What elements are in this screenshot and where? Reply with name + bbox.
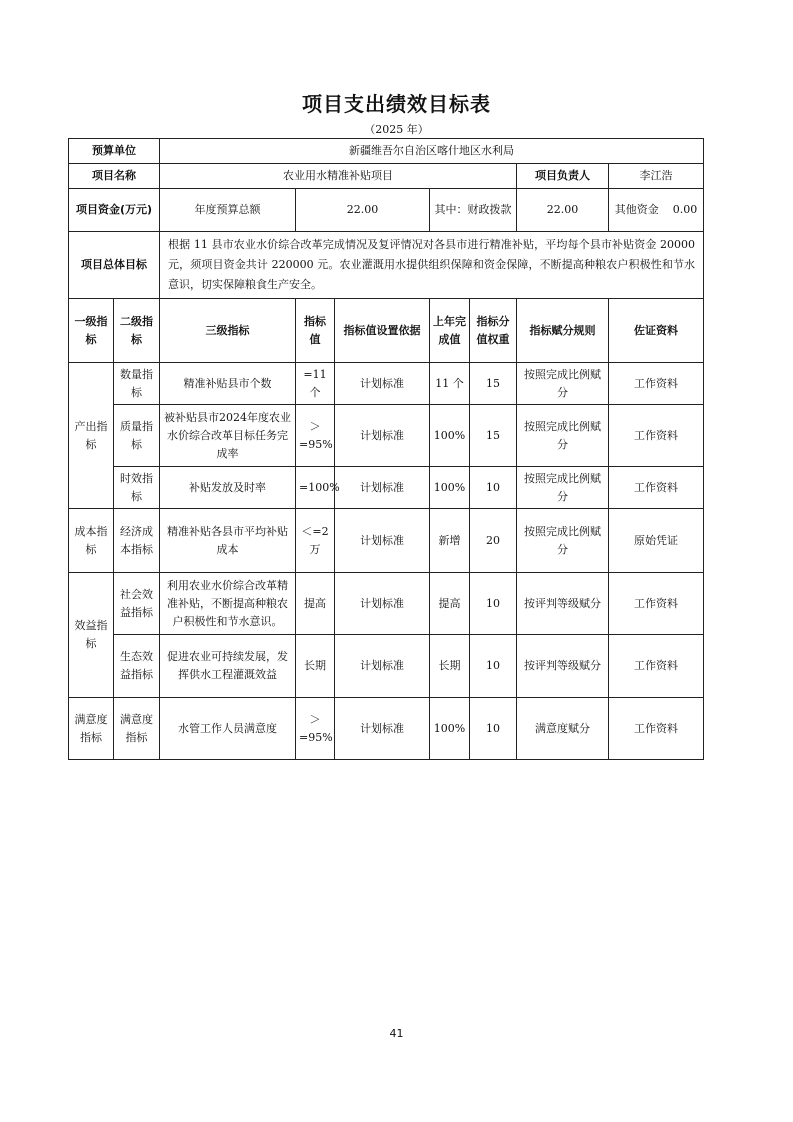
- level3-cell: 促进农业可持续发展，发挥供水工程灌溉效益: [160, 635, 296, 698]
- leader-label: 项目负责人: [517, 164, 609, 189]
- basis-cell: 计划标准: [335, 363, 430, 405]
- evidence-cell: 工作资料: [609, 698, 704, 760]
- rule-cell: 按照完成比例赋分: [517, 363, 609, 405]
- level3-cell: 水管工作人员满意度: [160, 698, 296, 760]
- value-cell: ＞=95%: [296, 698, 335, 760]
- weight-cell: 15: [470, 363, 517, 405]
- header-level2: 二级指标: [114, 299, 160, 363]
- level3-cell: 利用农业水价综合改革精准补贴，不断提高种粮农户积极性和节水意识。: [160, 573, 296, 635]
- level2-cell: 时效指标: [114, 467, 160, 509]
- header-basis: 指标值设置依据: [335, 299, 430, 363]
- value-cell: ＞=95%: [296, 405, 335, 467]
- header-weight: 指标分值权重: [470, 299, 517, 363]
- annual-budget-value: 22.00: [296, 189, 430, 232]
- weight-cell: 10: [470, 467, 517, 509]
- weight-cell: 10: [470, 573, 517, 635]
- header-value: 指标值: [296, 299, 335, 363]
- basis-cell: 计划标准: [335, 509, 430, 573]
- basis-cell: 计划标准: [335, 405, 430, 467]
- basis-cell: 计划标准: [335, 467, 430, 509]
- value-cell: 提高: [296, 573, 335, 635]
- table-row: [69, 573, 704, 635]
- unit-value: 新疆维吾尔自治区喀什地区水利局: [160, 139, 704, 164]
- header-evidence: 佐证资料: [609, 299, 704, 363]
- project-name-label: 项目名称: [69, 164, 160, 189]
- other-value: 0.00: [672, 203, 698, 216]
- project-name-value: 农业用水精准补贴项目: [160, 164, 517, 189]
- rule-cell: 按评判等级赋分: [517, 635, 609, 698]
- value-cell: ＜=2 万: [296, 509, 335, 573]
- level2-cell: 生态效益指标: [114, 635, 160, 698]
- last-year-cell: 11 个: [430, 363, 470, 405]
- value-cell: 长期: [296, 635, 335, 698]
- last-year-cell: 100%: [430, 698, 470, 760]
- last-year-cell: 提高: [430, 573, 470, 635]
- basis-cell: 计划标准: [335, 698, 430, 760]
- leader-value: 李江浩: [609, 164, 704, 189]
- level2-cell: 质量指标: [114, 405, 160, 467]
- level1-cell: 成本指标: [69, 509, 114, 573]
- level1-cell: 效益指标: [69, 573, 114, 698]
- last-year-cell: 长期: [430, 635, 470, 698]
- performance-table: [68, 138, 704, 760]
- level3-cell: 补贴发放及时率: [160, 467, 296, 509]
- rule-cell: 按照完成比例赋分: [517, 405, 609, 467]
- weight-cell: 15: [470, 405, 517, 467]
- level2-cell: 数量指标: [114, 363, 160, 405]
- header-rule: 指标赋分规则: [517, 299, 609, 363]
- weight-cell: 20: [470, 509, 517, 573]
- header-level1: 一级指标: [69, 299, 114, 363]
- last-year-cell: 新增: [430, 509, 470, 573]
- weight-cell: 10: [470, 698, 517, 760]
- level1-cell: 产出指标: [69, 363, 114, 509]
- level3-cell: 被补贴县市2024年度农业水价综合改革目标任务完成率: [160, 405, 296, 467]
- level2-cell: 满意度指标: [114, 698, 160, 760]
- value-cell: =100%: [296, 467, 335, 509]
- page-number: 41: [389, 1027, 404, 1040]
- evidence-cell: 原始凭证: [609, 509, 704, 573]
- basis-cell: 计划标准: [335, 573, 430, 635]
- table-row: [69, 698, 704, 760]
- header-last-year: 上年完成值: [430, 299, 470, 363]
- level2-cell: 社会效益指标: [114, 573, 160, 635]
- rule-cell: 满意度赋分: [517, 698, 609, 760]
- level3-cell: 精准补贴各县市平均补贴成本: [160, 509, 296, 573]
- header-level3: 三级指标: [160, 299, 296, 363]
- fiscal-value: 22.00: [517, 189, 609, 232]
- level3-cell: 精准补贴县市个数: [160, 363, 296, 405]
- last-year-cell: 100%: [430, 405, 470, 467]
- table-row: [69, 635, 704, 698]
- fiscal-label: 其中：财政拨款: [430, 189, 517, 232]
- unit-label: 预算单位: [69, 139, 160, 164]
- rule-cell: 按照完成比例赋分: [517, 467, 609, 509]
- evidence-cell: 工作资料: [609, 467, 704, 509]
- table-row: [69, 509, 704, 573]
- rule-cell: 按评判等级赋分: [517, 573, 609, 635]
- table-row: [69, 405, 704, 467]
- funds-label: 项目资金(万元): [69, 189, 160, 232]
- other-label: 其他资金: [614, 203, 659, 216]
- goal-label: 项目总体目标: [69, 232, 160, 299]
- year-label: （2025 年）: [364, 123, 429, 136]
- level2-cell: 经济成本指标: [114, 509, 160, 573]
- table-row: [69, 363, 704, 405]
- weight-cell: 10: [470, 635, 517, 698]
- level1-cell: 满意度指标: [69, 698, 114, 760]
- page-title: 项目支出绩效目标表: [302, 92, 491, 116]
- basis-cell: 计划标准: [335, 635, 430, 698]
- evidence-cell: 工作资料: [609, 363, 704, 405]
- evidence-cell: 工作资料: [609, 405, 704, 467]
- annual-budget-label: 年度预算总额: [160, 189, 296, 232]
- last-year-cell: 100%: [430, 467, 470, 509]
- evidence-cell: 工作资料: [609, 573, 704, 635]
- other-funds-cell: [609, 189, 704, 232]
- rule-cell: 按照完成比例赋分: [517, 509, 609, 573]
- table-row: [69, 467, 704, 509]
- value-cell: =11 个: [296, 363, 335, 405]
- goal-text: 根据 11 县市农业水价综合改革完成情况及复评情况对各县市进行精准补贴，平均每个县市补贴资金 20000 元，须项目资金共计 220000 元。农业灌溉用水提供组织保障和资金保障，不断提高种粮农户积极性和节水意识，切实保障粮食生产安全。: [160, 232, 704, 299]
- evidence-cell: 工作资料: [609, 635, 704, 698]
